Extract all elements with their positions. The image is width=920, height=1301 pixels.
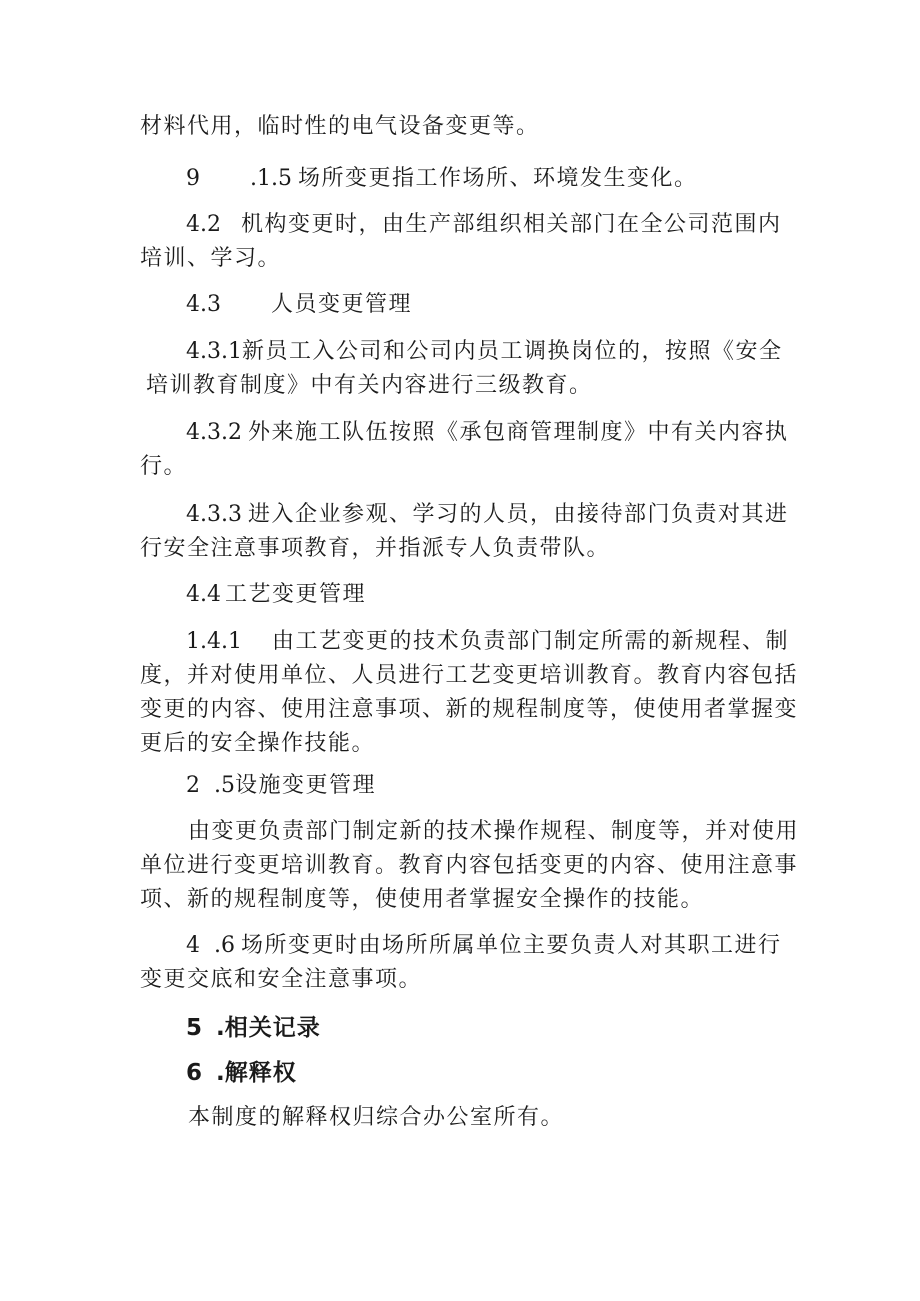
- paragraph-line: [186, 166, 698, 192]
- section-number: .: [216, 1015, 225, 1041]
- paragraph-text: 新员工入公司和公司内员工调换岗位的，按照《安全: [241, 339, 783, 364]
- paragraph-line: [140, 114, 540, 140]
- paragraph-text: 外来施工队伍按照《承包商管理制度》中有关内容执: [247, 420, 789, 445]
- section-number: 6: [186, 1060, 203, 1086]
- paragraph-text: 度，并对使用单位、人员进行工艺变更培训教育。教育内容包括: [140, 663, 799, 688]
- paragraph-text: 场所变更指工作场所、环境发生变化。: [297, 166, 698, 191]
- paragraph-text: 更后的安全操作技能。: [140, 731, 376, 756]
- paragraph-text: 项、新的规程制度等，使使用者掌握安全操作的技能。: [140, 887, 705, 912]
- paragraph-text: 行。: [140, 454, 188, 479]
- paragraph-text: 培训教育制度》中有关内容进行三级教育。: [146, 373, 593, 398]
- section-number: 9: [186, 166, 200, 191]
- section-number: .1.5: [250, 166, 292, 191]
- section-number: 4.3.2: [186, 420, 242, 445]
- section-number: .6: [214, 933, 235, 958]
- heading-text: 解释权: [224, 1060, 297, 1086]
- heading-related-records: [186, 1015, 321, 1041]
- section-number: 4.3.1: [186, 339, 242, 364]
- section-title: 工艺变更管理: [225, 582, 367, 607]
- paragraph-line: [140, 887, 704, 913]
- paragraph-text: 机构变更时，由生产部组织相关部门在全公司范围内: [241, 212, 782, 237]
- paragraph-text: 由工艺变更的技术负责部门制定所需的新规程、制: [271, 629, 789, 654]
- paragraph-line: [140, 853, 798, 879]
- section-number: 5: [186, 1015, 203, 1041]
- paragraph-line: [140, 454, 187, 480]
- paragraph-line: [186, 212, 782, 238]
- paragraph-text: 材料代用，临时性的电气设备变更等。: [140, 114, 540, 139]
- section-number: .: [216, 1060, 225, 1086]
- section-number: 4.4: [186, 582, 221, 607]
- paragraph-text: 进入企业参观、学习的人员，由接待部门负责对其进: [247, 502, 789, 527]
- paragraph-line: [186, 629, 789, 655]
- paragraph-line: [140, 731, 375, 757]
- paragraph-line: [186, 420, 789, 446]
- paragraph-text: 变更的内容、使用注意事项、新的规程制度等，使使用者掌握变: [140, 697, 799, 722]
- paragraph-line: [146, 373, 593, 399]
- section-number: 4.3.3: [186, 502, 242, 527]
- heading-interpretation-right: [186, 1060, 297, 1086]
- heading-text: 相关记录: [224, 1015, 321, 1041]
- paragraph-line: [186, 933, 782, 959]
- section-number: 4.2: [186, 212, 221, 237]
- paragraph-line: [186, 502, 789, 528]
- section-number: 2: [186, 773, 200, 798]
- section-number: 4: [186, 933, 200, 958]
- paragraph-text: 由变更负责部门制定新的技术操作规程、制度等，并对使用: [188, 819, 800, 844]
- paragraph-line: [186, 582, 366, 608]
- paragraph-line: [140, 536, 610, 562]
- section-number: 4.3: [186, 292, 221, 317]
- paragraph-line: [140, 697, 798, 723]
- section-title: 设施变更管理: [235, 773, 377, 798]
- paragraph-line: [188, 1105, 564, 1131]
- paragraph-text: 培训、学习。: [140, 246, 282, 271]
- paragraph-line: [186, 292, 412, 318]
- section-number: .5: [214, 773, 235, 798]
- paragraph-line: [188, 819, 799, 845]
- paragraph-text: 行安全注意事项教育，并指派专人负责带队。: [140, 536, 611, 561]
- paragraph-line: [186, 339, 783, 365]
- paragraph-text: 单位进行变更培训教育。教育内容包括变更的内容、使用注意事: [140, 853, 799, 878]
- paragraph-line: [186, 773, 376, 799]
- paragraph-text: 场所变更时由场所所属单位主要负责人对其职工进行: [241, 933, 782, 958]
- paragraph-text: 本制度的解释权归综合办公室所有。: [188, 1105, 565, 1130]
- paragraph-line: [140, 967, 422, 993]
- section-title: 人员变更管理: [271, 292, 413, 317]
- section-number: 1.4.1: [186, 629, 242, 654]
- paragraph-line: [140, 246, 281, 272]
- paragraph-line: [140, 663, 798, 689]
- paragraph-text: 变更交底和安全注意事项。: [140, 967, 423, 992]
